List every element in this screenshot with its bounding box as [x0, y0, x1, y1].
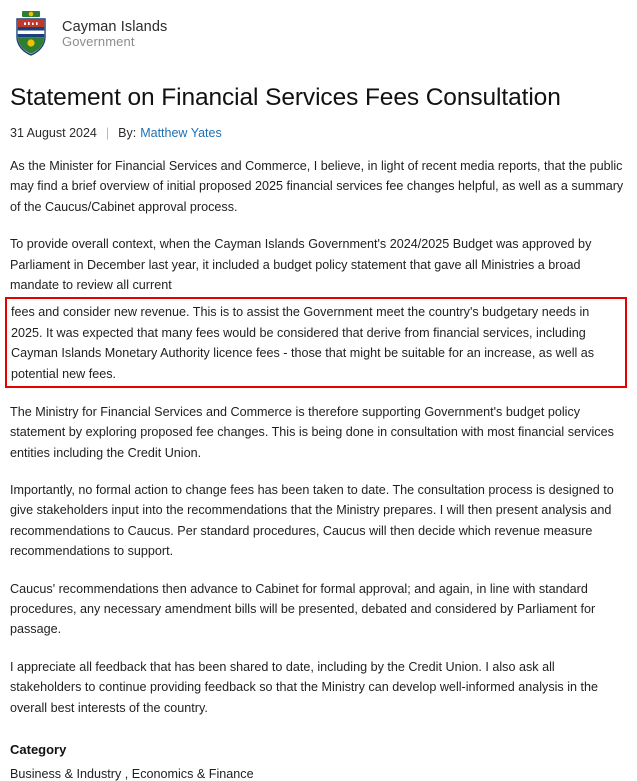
byline — [10, 126, 627, 140]
brand-name-line-2: Government — [62, 33, 135, 49]
author-link[interactable]: Matthew Yates — [140, 126, 222, 140]
paragraph-6: Caucus' recommendations then advance to Cabinet for formal approval; and again, in line with standard procedures, any necessary amendment bills will be presented, debated and considered by Parliament for passage. — [10, 581, 596, 637]
publish-date: 31 August 2024 — [10, 126, 97, 140]
red-annotation-box — [5, 297, 627, 388]
paragraph-7: I appreciate all feedback that has been shared to date, including by the Credit Union. I also ask all stakeholders to continue providing feedback so that the Ministry can develop well-informed analysis in the overall best interests of the country. — [10, 659, 599, 715]
highlighted-paragraph-group — [10, 234, 627, 388]
category-values[interactable]: Business & Industry , Economics & Finance — [10, 766, 254, 781]
article-body — [10, 156, 627, 718]
cayman-islands-coat-of-arms-icon[interactable] — [10, 10, 52, 58]
brand-name-line-1: Cayman Islands — [62, 18, 168, 35]
category-heading: Category — [10, 741, 67, 757]
site-header — [10, 0, 627, 62]
paragraph-1: As the Minister for Financial Services and Commerce, I believe, in light of recent media reports, that the public may find a brief overview of initial proposed 2025 financial services fee changes helpful, as well as a summary of the Caucus/Cabinet approval process. — [10, 159, 624, 214]
paragraph-5: Importantly, no formal action to change fees has been taken to date. The consultation process is designed to give stakeholders input into the recommendations that the Ministry prepares. I will then present analysis and recommendations to Caucus. Per standard procedures, Caucus will then decide which revenue measure recommendations to support. — [10, 483, 614, 559]
byline-separator: | — [105, 126, 110, 140]
paragraph-2: To provide overall context, when the Cayman Islands Government's 2024/2025 Budget was approved by Parliament in December last year, it included a budget policy statement that gave all Ministries a broad mandate to review all current — [10, 237, 592, 292]
paragraph-4: The Ministry for Financial Services and Commerce is therefore supporting Government's budget policy statement by exploring proposed fee changes. This is being done in consultation with most financial services entities including the Credit Union. — [10, 404, 614, 460]
page-title: Statement on Financial Services Fees Consultation — [10, 84, 561, 111]
byline-by-label: By: — [118, 126, 137, 140]
brand-text — [62, 19, 167, 50]
paragraph-3: fees and consider new revenue. This is to assist the Government meet the country's budgetary needs in 2025. It was expected that many fees would be considered that derive from financial services, including Cayman Islands Monetary Authority licence fees - those that might be suitable for an increase, as well as potential new fees. — [11, 305, 595, 381]
